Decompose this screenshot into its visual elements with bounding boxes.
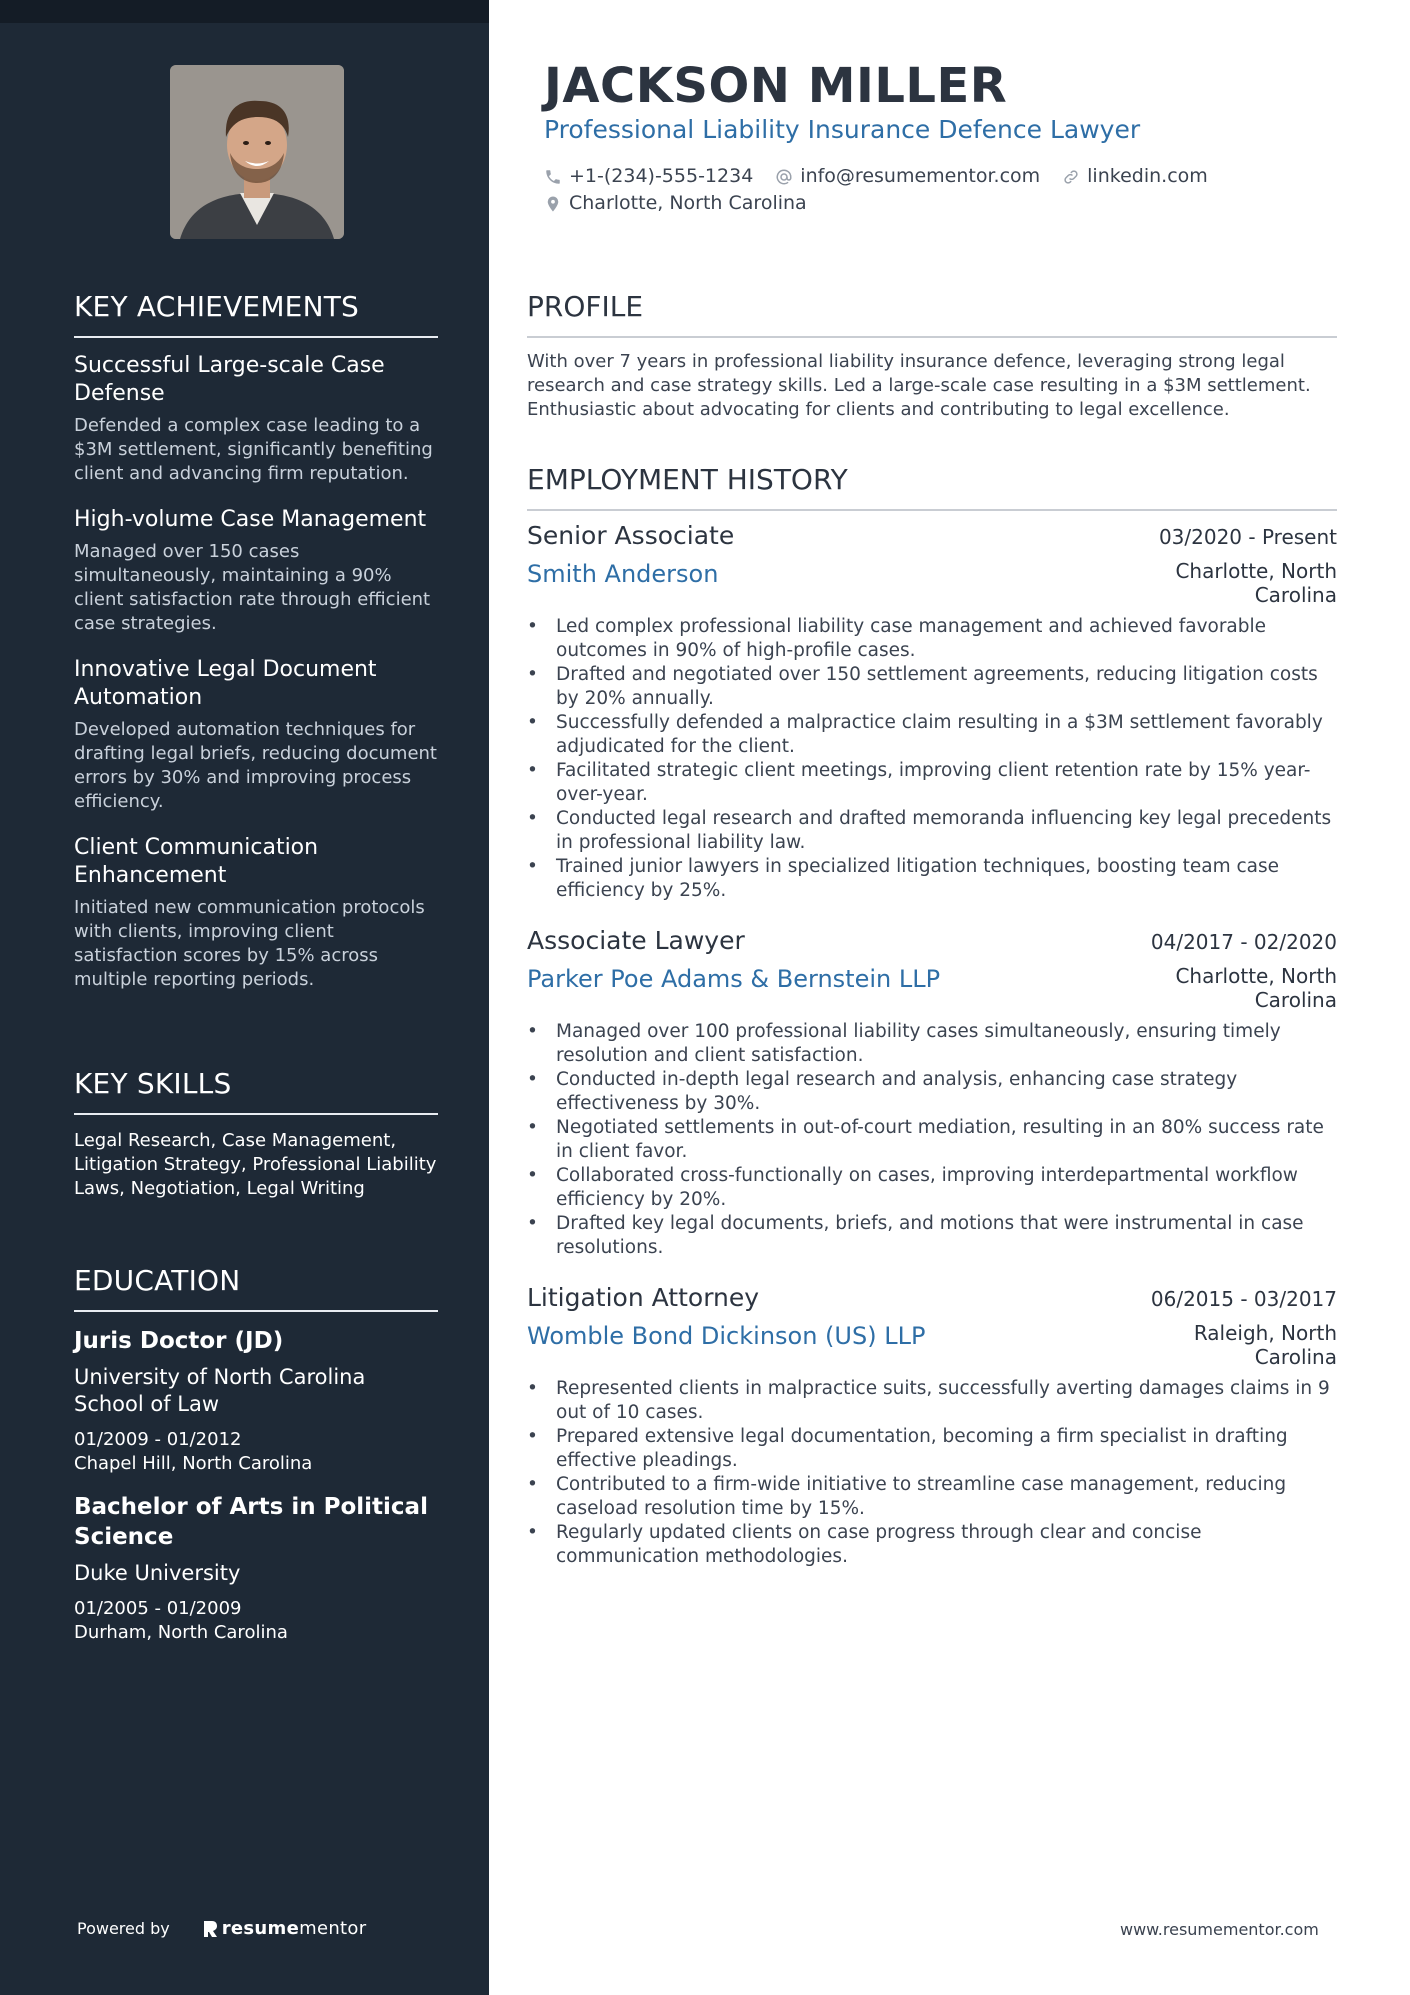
job-bullet: • Prepared extensive legal documentation, becoming a firm specialist in drafting effective pleadings. — [527, 1425, 1337, 1473]
education-heading: EDUCATION — [74, 1264, 438, 1312]
at-sign-icon — [775, 168, 793, 186]
profile-section — [527, 290, 1337, 422]
education-location: Chapel Hill, North Carolina — [74, 1452, 313, 1474]
job-title: Senior Associate — [527, 521, 735, 550]
skills-list: Legal Research, Case Management, Litigation Strategy, Professional Liability Laws, Negotiation, Legal Writing — [74, 1129, 437, 1199]
powered-by — [77, 1918, 366, 1939]
contact-email[interactable] — [775, 163, 1040, 190]
linkedin-text: linkedin.com — [1087, 165, 1208, 187]
employment-heading: EMPLOYMENT HISTORY — [527, 463, 1337, 511]
skills-section — [74, 1067, 438, 1201]
job-title: Litigation Attorney — [527, 1283, 760, 1312]
contact-location — [544, 190, 807, 217]
brand-light: mentor — [299, 1918, 367, 1939]
job-entry — [527, 1282, 1337, 1569]
skills-heading: KEY SKILLS — [74, 1067, 438, 1115]
achievement-title: Successful Large-scale Case Defense — [74, 352, 385, 406]
job-bullet: • Facilitated strategic client meetings, improving client retention rate by 15% year-over-year. — [527, 759, 1337, 807]
location-pin-icon — [544, 195, 562, 213]
education-section — [74, 1264, 438, 1661]
job-company: Womble Bond Dickinson (US) LLP — [527, 1322, 926, 1350]
footer-url[interactable]: www.resumementor.com — [1120, 1920, 1319, 1939]
job-entry — [527, 520, 1337, 903]
phone-text: +1-(234)-555-1234 — [569, 165, 754, 187]
location-text: Charlotte, North Carolina — [569, 192, 807, 214]
achievement-title: Innovative Legal Document Automation — [74, 656, 377, 710]
candidate-role: Professional Liability Insurance Defence Lawyer — [544, 115, 1141, 144]
job-bullet: • Conducted in-depth legal research and analysis, enhancing case strategy effectiveness by 30%. — [527, 1068, 1337, 1116]
job-bullets — [527, 615, 1337, 903]
achievements-section — [74, 290, 438, 1012]
brand-bold: resume — [221, 1918, 300, 1939]
job-dates: 03/2020 - Present — [1158, 525, 1337, 549]
employment-section — [527, 463, 1337, 511]
brand-logo — [202, 1918, 367, 1939]
profile-heading: PROFILE — [527, 290, 1337, 338]
achievement-title: Client Communication Enhancement — [74, 834, 319, 888]
education-meta — [74, 1597, 438, 1645]
powered-by-label: Powered by — [77, 1919, 170, 1938]
job-bullet: • Conducted legal research and drafted memoranda influencing key legal precedents in professional liability law. — [527, 807, 1337, 855]
candidate-name: JACKSON MILLER — [544, 58, 1008, 114]
achievement-description: Initiated new communication protocols with clients, improving client satisfaction scores by 15% across multiple reporting periods. — [74, 896, 425, 990]
contact-info — [544, 163, 1230, 217]
job-bullet: • Negotiated settlements in out-of-court mediation, resulting in an 80% success rate in client favor. — [527, 1116, 1337, 1164]
job-bullet: • Managed over 100 professional liability cases simultaneously, ensuring timely resolution and client satisfaction. — [527, 1020, 1337, 1068]
achievement-item — [74, 834, 438, 992]
education-item — [74, 1326, 438, 1476]
job-dates: 04/2017 - 02/2020 — [1150, 930, 1337, 954]
profile-photo — [170, 65, 344, 239]
contact-linkedin[interactable] — [1062, 163, 1208, 190]
job-company: Smith Anderson — [527, 560, 719, 588]
contact-phone[interactable] — [544, 163, 753, 190]
education-dates: 01/2005 - 01/2009 — [74, 1597, 242, 1619]
job-dates: 06/2015 - 03/2017 — [1150, 1287, 1337, 1311]
job-bullet: • Drafted and negotiated over 150 settlement agreements, reducing litigation costs by 20% annually. — [527, 663, 1337, 711]
sidebar-top-bar — [0, 0, 489, 23]
job-bullet: • Regularly updated clients on case progress through clear and concise communication methodologies. — [527, 1521, 1337, 1569]
brand-mark-icon — [202, 1919, 218, 1939]
achievements-heading: KEY ACHIEVEMENTS — [74, 290, 438, 338]
achievement-description: Managed over 150 cases simultaneously, maintaining a 90% client satisfaction rate through efficient case strategies. — [74, 540, 431, 634]
job-location: Charlotte, North Carolina — [1175, 964, 1337, 1012]
achievement-description: Developed automation techniques for drafting legal briefs, reducing document errors by 30% and improving process efficiency. — [74, 718, 437, 812]
job-location: Charlotte, North Carolina — [1175, 559, 1337, 607]
education-item — [74, 1492, 438, 1645]
job-bullets — [527, 1377, 1337, 1569]
job-bullet: • Led complex professional liability case management and achieved favorable outcomes in 90% of high-profile cases. — [527, 615, 1337, 663]
education-school: University of North Carolina School of Law — [74, 1364, 366, 1416]
link-icon — [1062, 168, 1080, 186]
job-bullet: • Successfully defended a malpractice claim resulting in a $3M settlement favorably adjudicated for the client. — [527, 711, 1337, 759]
job-company: Parker Poe Adams & Bernstein LLP — [527, 965, 941, 993]
achievement-item — [74, 352, 438, 486]
phone-icon — [544, 168, 562, 186]
sidebar — [0, 0, 489, 1995]
job-bullet: • Collaborated cross-functionally on cases, improving interdepartmental workflow efficiency by 20%. — [527, 1164, 1337, 1212]
education-meta — [74, 1428, 438, 1476]
job-bullets — [527, 1020, 1337, 1260]
achievement-item — [74, 506, 438, 636]
achievement-item — [74, 656, 438, 814]
profile-text: With over 7 years in professional liability insurance defence, leveraging strong legal research and case strategy skills. Led a large-scale case resulting in a $3M settlement. Enthusiastic about advocating for clients and contributing to legal excellence. — [527, 350, 1311, 420]
education-school: Duke University — [74, 1560, 241, 1585]
education-dates: 01/2009 - 01/2012 — [74, 1428, 242, 1450]
education-degree: Juris Doctor (JD) — [74, 1327, 284, 1354]
achievement-title: High-volume Case Management — [74, 506, 427, 532]
job-title: Associate Lawyer — [527, 926, 745, 955]
education-degree: Bachelor of Arts in Political Science — [74, 1493, 428, 1550]
achievement-description: Defended a complex case leading to a $3M settlement, significantly benefiting client and advancing firm reputation. — [74, 414, 433, 484]
job-bullet: • Represented clients in malpractice suits, successfully averting damages claims in 9 out of 10 cases. — [527, 1377, 1337, 1425]
job-bullet: • Drafted key legal documents, briefs, and motions that were instrumental in case resolutions. — [527, 1212, 1337, 1260]
job-bullet: • Trained junior lawyers in specialized litigation techniques, boosting team case efficiency by 25%. — [527, 855, 1337, 903]
job-location: Raleigh, North Carolina — [1193, 1321, 1337, 1369]
education-location: Durham, North Carolina — [74, 1621, 288, 1643]
job-entry — [527, 925, 1337, 1260]
job-bullet: • Contributed to a firm-wide initiative to streamline case management, reducing caseload resolution time by 15%. — [527, 1473, 1337, 1521]
email-text: info@resumementor.com — [800, 165, 1041, 187]
